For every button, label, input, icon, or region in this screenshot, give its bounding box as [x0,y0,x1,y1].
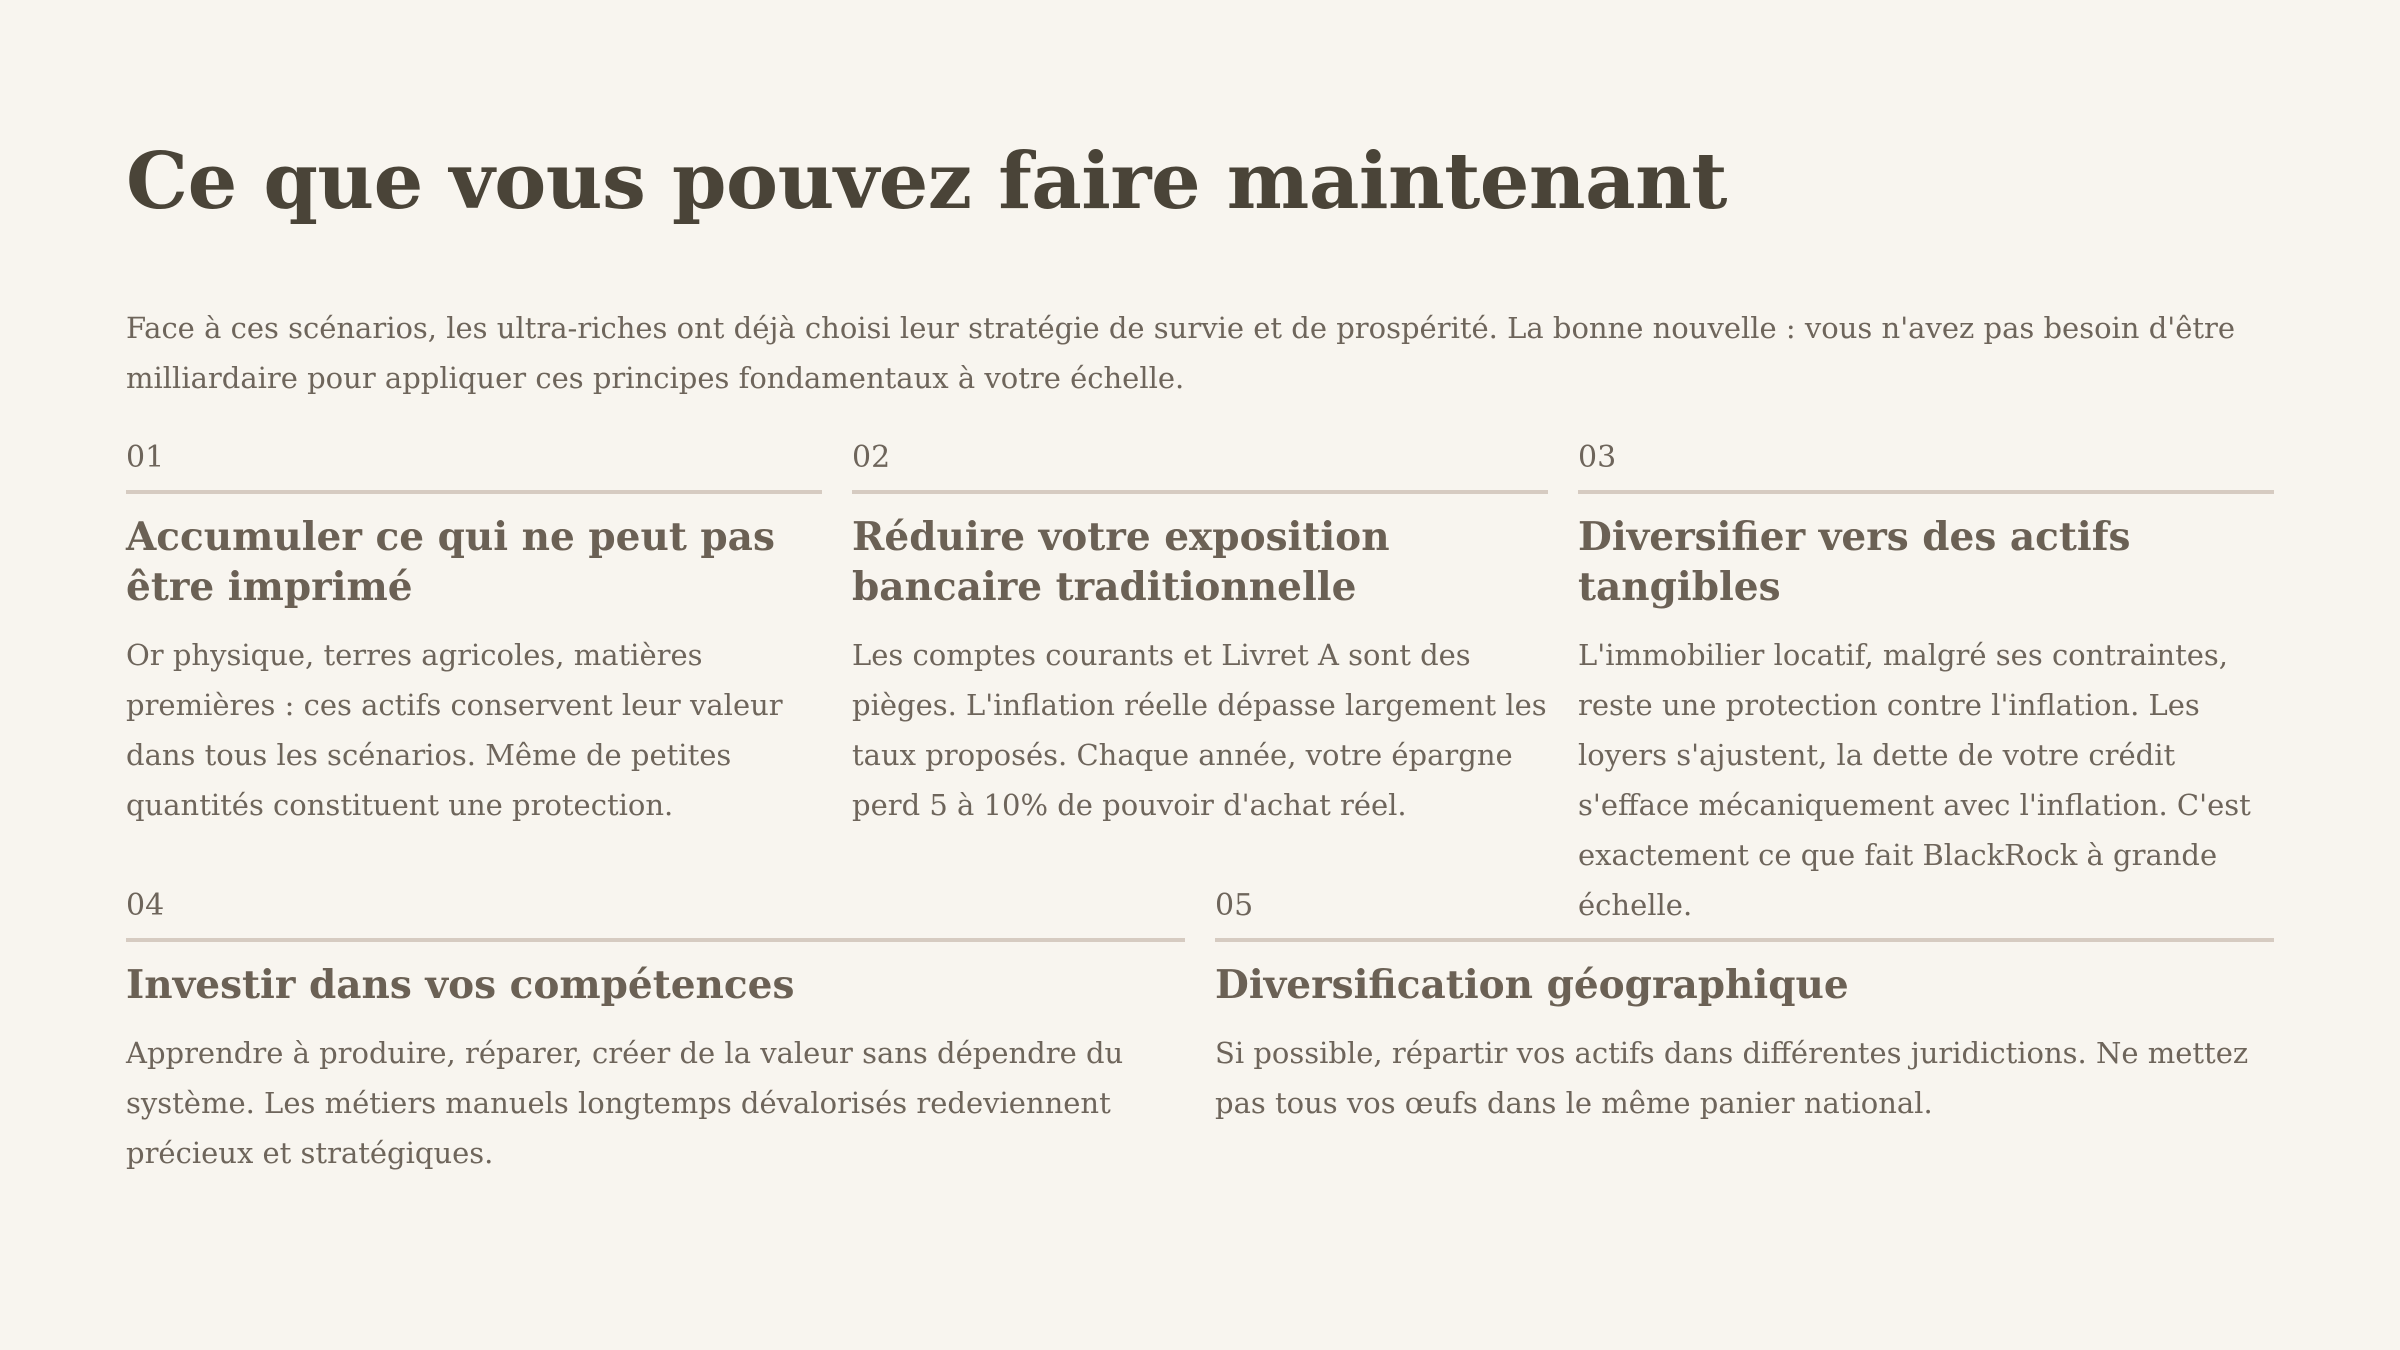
item-number: 03 [1578,440,1617,475]
item-divider [126,490,822,494]
item-number: 05 [1215,888,1254,923]
item-divider [1578,490,2274,494]
items-row-2 [126,888,2274,1178]
item-text: Si possible, répartir vos actifs dans différentes juridictions. Ne mettez pas tous vos œufs dans le même panier national. [1215,1036,2249,1120]
item-card-03 [1578,440,2274,930]
item-text: L'immobilier locatif, malgré ses contraintes, reste une protection contre l'inflation. Les loyers s'ajustent, la dette de votre crédit s'efface mécaniquement avec l'inflation. C'est exactement ce que fait BlackRock à grande échelle. [1578,638,2251,922]
item-text: Les comptes courants et Livret A sont des pièges. L'inflation réelle dépasse largement les taux proposés. Chaque année, votre épargne perd 5 à 10% de pouvoir d'achat réel. [852,638,1547,822]
page-title: Ce que vous pouvez faire maintenant [126,136,1727,227]
item-card-01 [126,440,822,930]
item-title: Accumuler ce qui ne peut pas être imprimé [126,514,775,610]
item-number: 04 [126,888,165,923]
item-card-02 [852,440,1548,930]
item-title: Diversifier vers des actifs tangibles [1578,514,2131,610]
items-row-1 [126,440,2274,930]
item-text: Or physique, terres agricoles, matières premières : ces actifs conservent leur valeur dans tous les scénarios. Même de petites quantités constituent une protection. [126,638,783,822]
item-number: 02 [852,440,891,475]
item-title: Réduire votre exposition bancaire traditionnelle [852,514,1390,610]
intro-paragraph: Face à ces scénarios, les ultra-riches ont déjà choisi leur stratégie de survie et de prospérité. La bonne nouvelle : vous n'avez pas besoin d'être milliardaire pour appliquer ces principes fondamentaux à votre échelle. [126,311,2236,395]
item-title: Investir dans vos compétences [126,962,795,1008]
item-divider [1215,938,2274,942]
item-number: 01 [126,440,165,475]
item-card-05 [1215,888,2274,1178]
item-divider [852,490,1548,494]
item-text: Apprendre à produire, réparer, créer de la valeur sans dépendre du système. Les métiers manuels longtemps dévalorisés redeviennent précieux et stratégiques. [126,1036,1124,1170]
item-divider [126,938,1185,942]
item-title: Diversification géographique [1215,962,1849,1008]
item-card-04 [126,888,1185,1178]
